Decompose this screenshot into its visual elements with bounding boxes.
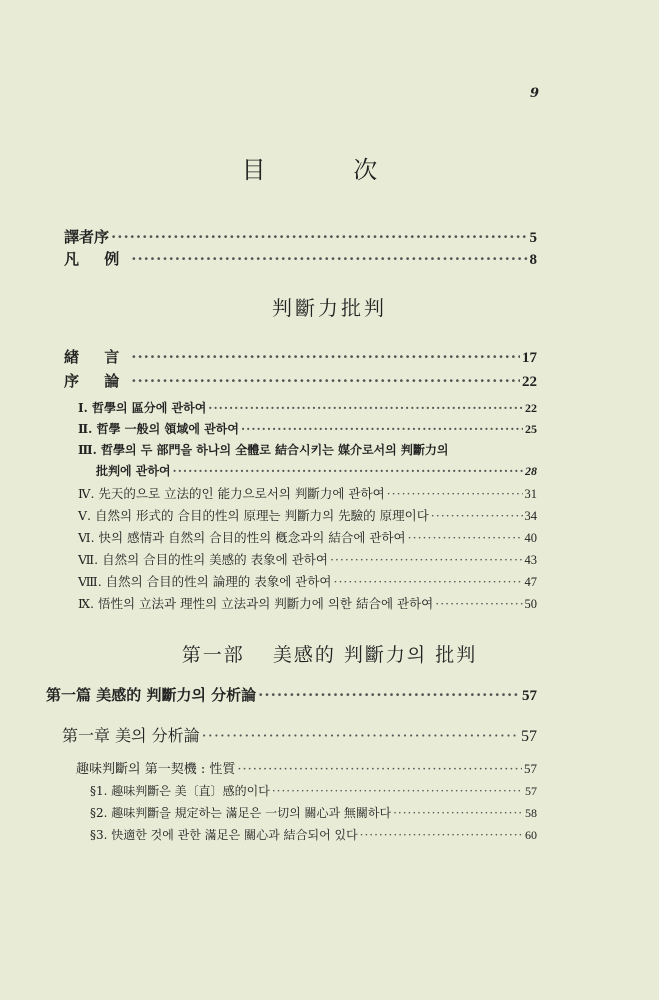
leader-dots	[237, 762, 522, 777]
leader-dots	[360, 828, 523, 842]
entry-page: 57	[525, 784, 537, 798]
entry-page: 34	[524, 509, 537, 523]
entry-label: 第一章 美의 分析論	[62, 726, 200, 745]
toc-entry-foreword[interactable]	[64, 346, 537, 367]
leader-dots	[131, 250, 527, 268]
toc-entry-section1[interactable]	[76, 758, 537, 777]
leader-dots	[387, 486, 523, 501]
page-number: 9	[529, 86, 539, 101]
entry-label: Ⅱ. 哲學 一般의 領域에 관하여	[78, 422, 239, 436]
toc-entry-intro-7[interactable]	[78, 550, 537, 568]
leader-dots	[131, 372, 520, 390]
entry-page: 22	[525, 401, 537, 415]
entry-label: 趣味判斷의 第一契機 : 性質	[76, 762, 236, 777]
toc-entry-intro-1[interactable]	[78, 399, 537, 416]
entry-page: 31	[524, 487, 537, 501]
toc-entry-chapter1[interactable]	[62, 723, 537, 746]
leader-dots	[431, 508, 523, 523]
entry-page: 50	[524, 597, 537, 611]
leader-dots	[131, 348, 520, 366]
entry-page: 17	[522, 350, 537, 366]
part-name: 美感的 判斷力의 批判	[272, 644, 478, 666]
leader-dots	[258, 686, 520, 704]
toc-entry-intro-4[interactable]	[78, 484, 537, 502]
entry-page: 40	[524, 531, 537, 545]
leader-dots	[330, 552, 523, 567]
part-number: 第一部	[181, 644, 245, 666]
entry-label: 譯者序	[64, 228, 110, 246]
entry-page: 60	[525, 828, 537, 842]
toc-entry-intro-3-line2[interactable]	[96, 462, 537, 479]
leader-dots	[333, 574, 522, 589]
toc-entry-intro-8[interactable]	[78, 572, 537, 590]
leader-dots	[208, 401, 523, 415]
entry-label: Ⅵ. 快의 感情과 自然의 合目的性의 槪念과의 結合에 관하여	[78, 530, 406, 545]
entry-label: §3. 快適한 것에 관한 滿足은 關心과 結合되어 있다	[90, 828, 358, 842]
entry-label: 批判에 관하여	[96, 464, 171, 478]
entry-page: 57	[522, 688, 537, 704]
toc-entry-para3[interactable]	[90, 826, 537, 843]
toc-entry-intro-3-line1[interactable]: Ⅲ. 哲學의 두 部門을 하나의 全體로 結合시키는 媒介로서의 判斷力의	[78, 443, 449, 457]
toc-entry-intro-9[interactable]	[78, 594, 537, 612]
entry-page: 58	[525, 806, 537, 820]
toc-entry-para2[interactable]	[90, 804, 537, 821]
part-title	[0, 640, 659, 667]
toc-entry-introduction[interactable]	[64, 370, 537, 391]
toc-entry-intro-2[interactable]	[78, 420, 537, 437]
entry-label: Ⅴ. 自然의 形式的 合目的性의 原理는 判斷力의 先驗的 原理이다	[78, 508, 429, 523]
entry-label: Ⅷ. 自然의 合目的性의 論理的 表象에 관하여	[78, 574, 332, 589]
entry-label: 緖 言	[64, 348, 130, 366]
entry-page: 25	[525, 422, 537, 436]
toc-entry-para1[interactable]	[90, 782, 537, 799]
entry-page: 28	[525, 464, 537, 478]
leader-dots	[408, 530, 523, 545]
toc-title: 目 次	[241, 156, 418, 184]
entry-page: 57	[521, 728, 537, 745]
toc-entry-part1[interactable]	[46, 684, 537, 705]
leader-dots	[272, 784, 523, 798]
leader-dots	[241, 422, 523, 436]
entry-page: 22	[522, 374, 537, 390]
toc-entry-intro-6[interactable]	[78, 528, 537, 546]
entry-page: 47	[524, 575, 537, 589]
entry-label: Ⅰ. 哲學의 區分에 관하여	[78, 401, 207, 415]
entry-label: §2. 趣味判斷을 規定하는 滿足은 一切의 關心과 無關하다	[90, 806, 392, 820]
leader-dots	[435, 596, 522, 611]
entry-label: Ⅳ. 先天的으로 立法的인 能力으로서의 判斷力에 관하여	[78, 486, 385, 501]
toc-entry-notes[interactable]	[64, 248, 537, 269]
entry-page: 8	[529, 252, 537, 268]
entry-page: 43	[524, 553, 537, 567]
entry-label: 序 論	[64, 372, 130, 390]
entry-label: 凡 例	[64, 250, 130, 268]
entry-label: Ⅸ. 悟性의 立法과 理性의 立法과의 判斷力에 의한 結合에 관하여	[78, 596, 434, 611]
toc-entry-translator-preface[interactable]	[64, 226, 537, 247]
entry-page: 5	[529, 230, 537, 246]
entry-label: Ⅶ. 自然의 合目的性의 美感的 表象에 관하여	[78, 552, 328, 567]
book-title: 判斷力批判	[272, 296, 387, 320]
leader-dots	[393, 806, 523, 820]
leader-dots	[173, 464, 523, 478]
entry-page: 57	[524, 761, 537, 776]
leader-dots	[111, 228, 527, 246]
entry-label: 第一篇 美感的 判斷力의 分析論	[46, 686, 257, 704]
entry-label: §1. 趣味判斷은 美〔直〕感的이다	[90, 784, 270, 798]
toc-entry-intro-5[interactable]	[78, 506, 537, 524]
leader-dots	[202, 726, 519, 745]
